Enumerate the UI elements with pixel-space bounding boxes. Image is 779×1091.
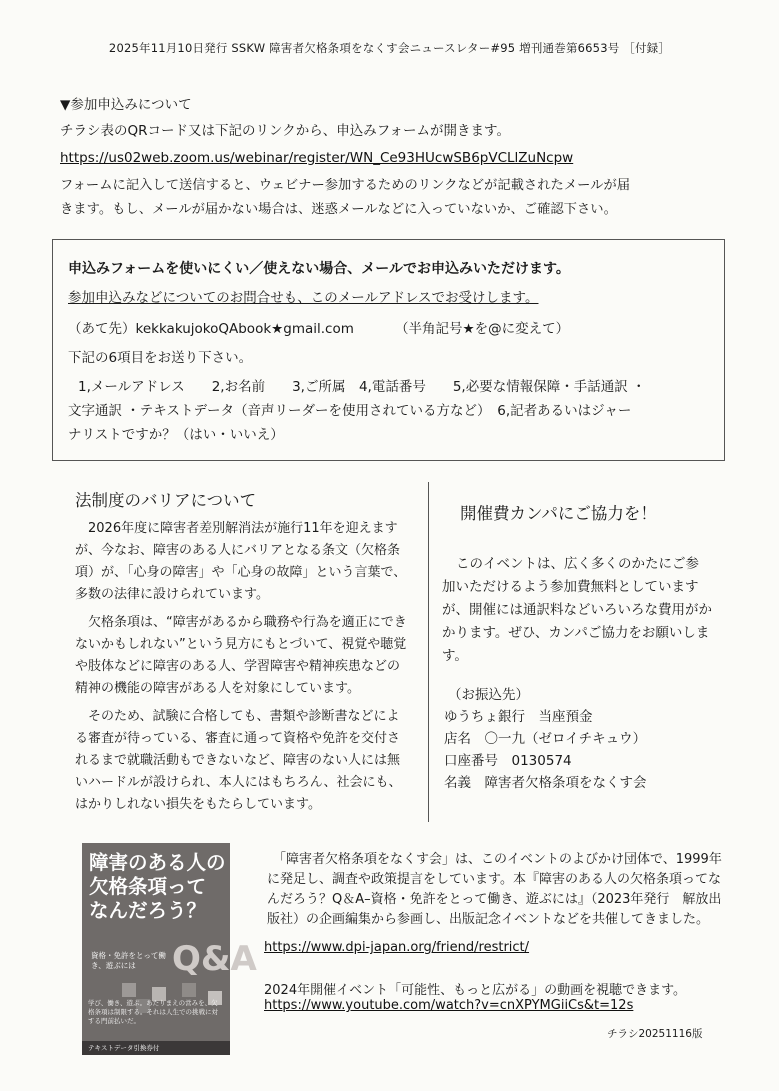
transfer-label: （お振込先） bbox=[448, 687, 529, 703]
flyer-version: チラシ20251116版 bbox=[607, 1028, 703, 1040]
legal-heading: 法制度のバリアについて bbox=[75, 491, 257, 510]
video-note: 2024年開催イベント「可能性、もっと広がる」の動画を視聴できます。 bbox=[264, 983, 687, 998]
apply-line-2: フォームに記入して送信すると、ウェビナー参加するためのリンクなどが記載されたメールが届 bbox=[60, 178, 631, 193]
registration-link[interactable]: https://us02web.zoom.us/webinar/register/WN_Ce93HUcwSB6pVCLlZuNcpw bbox=[60, 150, 574, 166]
apply-line-1: チラシ表のQRコード又は下記のリンクから、申込みフォームが開きます。 bbox=[60, 123, 510, 139]
organization-about: 「障害者欠格条項をなくす会」は、このイベントのよびかけ団体で、1999年に発足し、調査や政策提言をしています。本『障害のある人の欠格条項ってなんだろう？Q＆A–資格・免許をとって働き、遊ぶには』（2023年発行 解放出版社）の企画編集から参画し、出版記念イベントなどを共催してきました。 bbox=[267, 852, 722, 927]
legal-body bbox=[75, 518, 411, 822]
book-subtitle: 資格・免許をとって働き、遊ぶには bbox=[91, 951, 166, 970]
video-link[interactable]: https://www.youtube.com/watch?v=cnXPYMGiiCs&t=12s bbox=[264, 998, 634, 1013]
newsletter-header: 2025年11月10日発行 SSKW 障害者欠格条項をなくす会ニュースレター#95 増刊通巻第6653号 ［付録］ bbox=[108, 41, 671, 55]
book-cover bbox=[82, 843, 257, 1055]
apply-heading: ▼参加申込みについて bbox=[60, 97, 192, 113]
organization-link[interactable]: https://www.dpi-japan.org/friend/restrict/ bbox=[264, 940, 530, 955]
legal-paragraph-1: 2026年度に障害者差別解消法が施行11年を迎えますが、今なお、障害のある人にバリアとなる条文（欠格条項）が、「心身の障害」や「心身の故障」という言葉で、多数の法律に設けられています。 bbox=[75, 521, 407, 602]
items-line-1: 1,メールアドレス 2,お名前 3,ご所属 4,電話番号 5,必要な情報保障・手話通訳 ・ bbox=[78, 379, 646, 395]
email-address-note: （半角記号★を@に変えて） bbox=[395, 321, 570, 337]
column-divider bbox=[428, 482, 429, 822]
items-intro: 下記の6項目をお送り下さい。 bbox=[68, 350, 253, 366]
book-blurb: 学び、働き、遊ぶ。あたりまえの営みを、欠格条項は制限する。それは人生での挑戦に対する門前払いだ。 bbox=[88, 999, 218, 1025]
apply-line-3: きます。もし、メールが届かない場合は、迷惑メールなどに入っていないか、ご確認下さい。 bbox=[60, 202, 617, 217]
book-qa-mark: Q&A bbox=[172, 939, 257, 979]
book-band: テキストデータ引換券付 bbox=[82, 1041, 230, 1055]
bank-name: ゆうちょ銀行 当座預金 bbox=[444, 709, 593, 725]
email-address[interactable]: （あて先）kekkakujokoQAbook★gmail.com bbox=[68, 321, 354, 337]
items-line-2: 文字通訳 ・テキストデータ（音声リーダーを使用されている方など） 6,記者あるいはジャー bbox=[68, 403, 632, 419]
items-line-3: ナリストですか？（はい・いいえ） bbox=[68, 427, 284, 443]
email-box-title: 申込みフォームを使いにくい／使えない場合、メールでお申込みいただけます。 bbox=[68, 261, 570, 277]
donation-text: このイベントは、広く多くのかたにご参加いただけるよう参加費無料としていますが、開催には通訳料などいろいろな費用がかかります。ぜひ、カンパご協力をお願いします。 bbox=[442, 556, 712, 664]
donation-heading: 開催費カンパにご協力を！ bbox=[460, 504, 657, 523]
book-title: 障害のある人の 欠格条項って なんだろう？ bbox=[89, 851, 226, 922]
branch-name: 店名 〇一九（ゼロイチキュウ） bbox=[444, 731, 647, 747]
legal-paragraph-3: そのため、試験に合格しても、書類や診断書などによる審査が待っている、審査に通って資格や免許を交付されるまで就職活動もできないなど、障害のない人には無いハードルが設けられ、本人にはもちろん、社会にも、はかりしれない損失をもたらしています。 bbox=[75, 709, 402, 812]
inquiry-note: 参加申込みなどについてのお問合せも、このメールアドレスでお受けします。 bbox=[68, 290, 539, 306]
transfer-details bbox=[444, 684, 647, 794]
account-number: 口座番号 0130574 bbox=[444, 753, 572, 769]
legal-paragraph-2: 欠格条項は、“障害があるから職務や行為を適正にできないかもしれない”という見方にもとづいて、視覚や聴覚や肢体などに障害のある人、学習障害や精神疾患などの精神の機能の障害がある人を対象にしています。 bbox=[75, 615, 407, 696]
account-holder: 名義 障害者欠格条項をなくす会 bbox=[444, 775, 647, 791]
